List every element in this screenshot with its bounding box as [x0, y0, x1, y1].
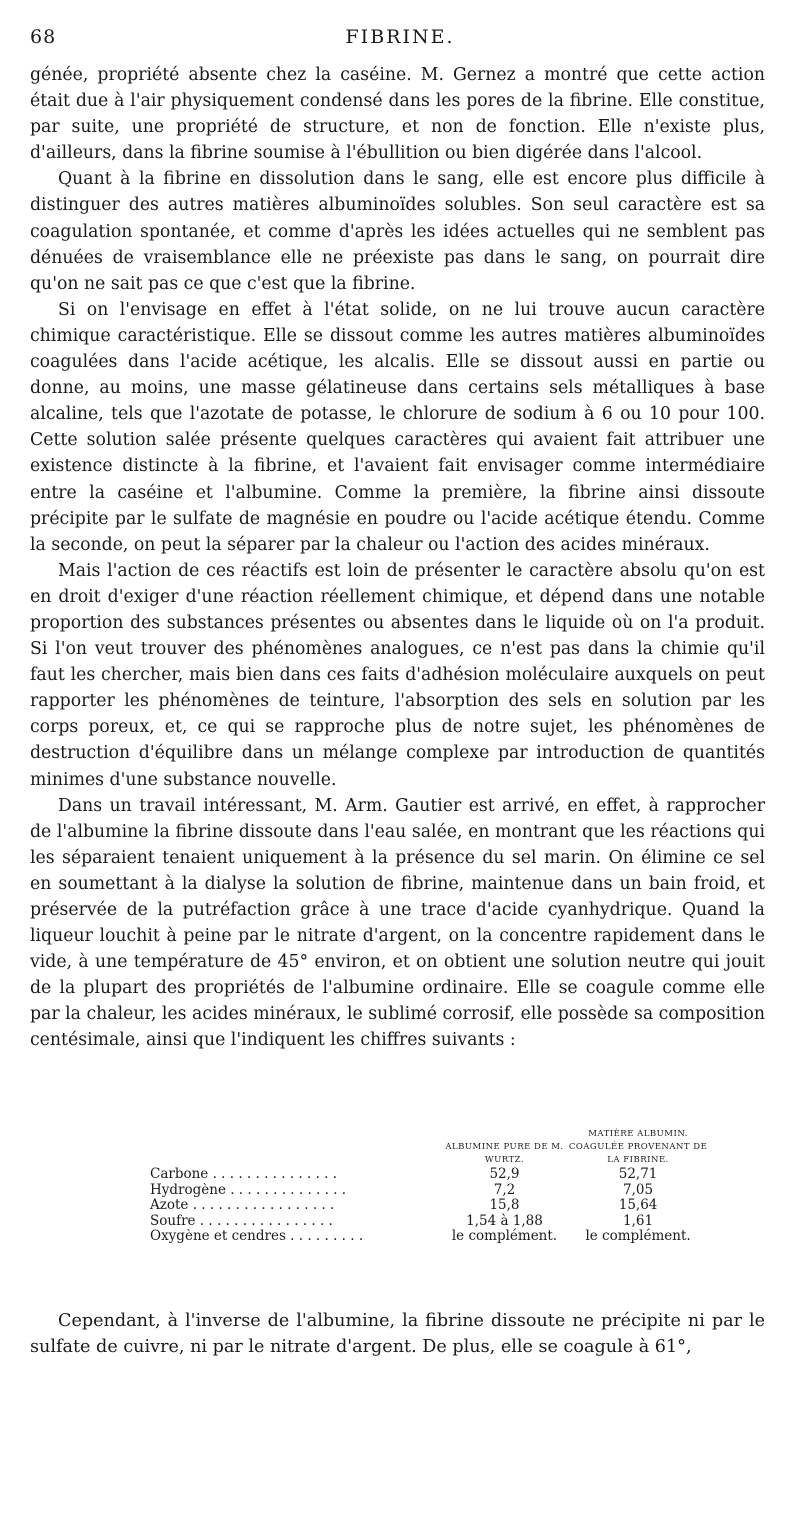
- composition-table: [150, 1128, 710, 1245]
- table-row: [150, 1198, 710, 1214]
- row-value-b: 7,05: [623, 1181, 654, 1198]
- running-head: [30, 26, 770, 52]
- table-header-albumine: ALBUMINE PURE DE M. WURTZ.: [445, 1142, 564, 1165]
- row-value-a: 52,9: [489, 1166, 520, 1182]
- paragraph-1: génée, propriété absente chez la caséine. M. Gernez a montré que cette action était due à l'air physiquement condensé dans les pores de la fibrine. Elle constitue, par suite, une propriété de structure, et non de fonction. Elle n'existe plus, d'ailleurs, dans la fibrine soumise à l'ébullition ou bien digérée dans l'alcool.: [30, 65, 765, 164]
- body-text: [30, 62, 765, 1054]
- row-label: Azote . . . . . . . . . . . . . . . . .: [150, 1198, 335, 1213]
- table-header-empty: [150, 1128, 443, 1167]
- paragraph-4: Mais l'action de ces réactifs est loin de présenter le caractère absolu qu'on est en droit d'exiger d'une réaction réellement chimique, et dépend dans une notable proportion des substances présentes ou absentes dans le liquide où on l'a produit. Si l'on veut trouver des phénomènes analogues, ce n'est pas dans la chimie qu'il faut les chercher, mais bien dans ces faits d'adhésion moléculaire auxquels on peut rapporter les phénomènes de teinture, l'absorption des sels en solution par les corps poreux, et, ce qui se rapproche plus de notre sujet, les phénomènes de destruction d'équilibre dans un mélange complexe par introduction de quantités minimes d'une substance nouvelle.: [30, 560, 765, 790]
- row-value-a: le complément.: [451, 1228, 558, 1244]
- table-row: [150, 1167, 710, 1183]
- paragraph-2: Quant à la fibrine en dissolution dans le sang, elle est encore plus difficile à distinguer des autres matières albuminoïdes solubles. Son seul caractère est sa coagulation spontanée, et comme d'après les idées actuelles qui ne semblent pas dénuées de vraisemblance elle ne préexiste pas dans le sang, on pourrait dire qu'on ne sait pas ce que c'est que la fibrine.: [30, 169, 765, 294]
- row-label: Carbone . . . . . . . . . . . . . . .: [150, 1167, 338, 1182]
- row-value-a: 1,54 à 1,88: [466, 1212, 543, 1229]
- table-header-row: [150, 1128, 710, 1167]
- row-value-a: 15,8: [489, 1197, 520, 1213]
- row-label: Oxygène et cendres . . . . . . . . .: [150, 1229, 364, 1244]
- closing-paragraph: Cependant, à l'inverse de l'albumine, la fibrine dissoute ne précipite ni par le sulfate de cuivre, ni par le nitrate d'argent. De plus, elle se coagule à 61°,: [30, 1311, 765, 1357]
- table-header-matiere: MATIÈRE ALBUMIN. COAGULÉE PROVENANT DE LA FIBRINE.: [568, 1129, 708, 1165]
- paragraph-3: Si on l'envisage en effet à l'état solide, on ne lui trouve aucun caractère chimique caractéristique. Elle se dissout comme les autres matières albuminoïdes coagulées dans l'acide acétique, les alcalis. Elle se dissout aussi en partie ou donne, au moins, une masse gélatineuse dans certains sels métalliques à base alcaline, tels que l'azotate de potasse, le chlorure de sodium à 6 ou 10 pour 100. Cette solution salée présente quelques caractères qui avaient fait attribuer une existence distincte à la fibrine, et l'avaient fait envisager comme intermédiaire entre la caséine et l'albumine. Comme la première, la fibrine ainsi dissoute précipite par le sulfate de magnésie en poudre ou l'acide acétique étendu. Comme la seconde, on peut la séparer par la chaleur ou l'action des acides minéraux.: [30, 299, 765, 555]
- table-row: [150, 1214, 710, 1230]
- row-label: Hydrogène . . . . . . . . . . . . . .: [150, 1182, 347, 1198]
- table-row: [150, 1183, 710, 1199]
- table-row: [150, 1229, 710, 1245]
- row-value-a: 7,2: [493, 1181, 516, 1198]
- row-value-b: le complément.: [585, 1228, 691, 1244]
- page-number: 68: [30, 26, 57, 48]
- row-value-b: 15,64: [618, 1197, 658, 1213]
- row-label: Soufre . . . . . . . . . . . . . . . .: [150, 1213, 333, 1229]
- paragraph-5: Dans un travail intéressant, M. Arm. Gautier est arrivé, en effet, à rapprocher de l'albumine la fibrine dissoute dans l'eau salée, en montrant que les réactions qui les séparaient tenaient uniquement à la présence du sel marin. On élimine ce sel en soumettant à la dialyse la solution de fibrine, maintenue dans un bain froid, et préservée de la putréfaction grâce à une trace d'acide cyanhydrique. Quand la liqueur louchit à peine par le nitrate d'argent, on la concentre rapidement dans le vide, à une température de 45° environ, et on obtient une solution neutre qui jouit de la plupart des propriétés de l'albumine ordinaire. Elle se coagule comme elle par la chaleur, les acides minéraux, le sublimé corrosif, elle possède sa composition centésimale, ainsi que l'indiquent les chiffres suivants :: [30, 795, 765, 1051]
- row-value-b: 52,71: [618, 1166, 658, 1182]
- row-value-b: 1,61: [623, 1212, 654, 1229]
- chapter-title: FIBRINE.: [345, 26, 455, 48]
- closing-text: [30, 1308, 765, 1360]
